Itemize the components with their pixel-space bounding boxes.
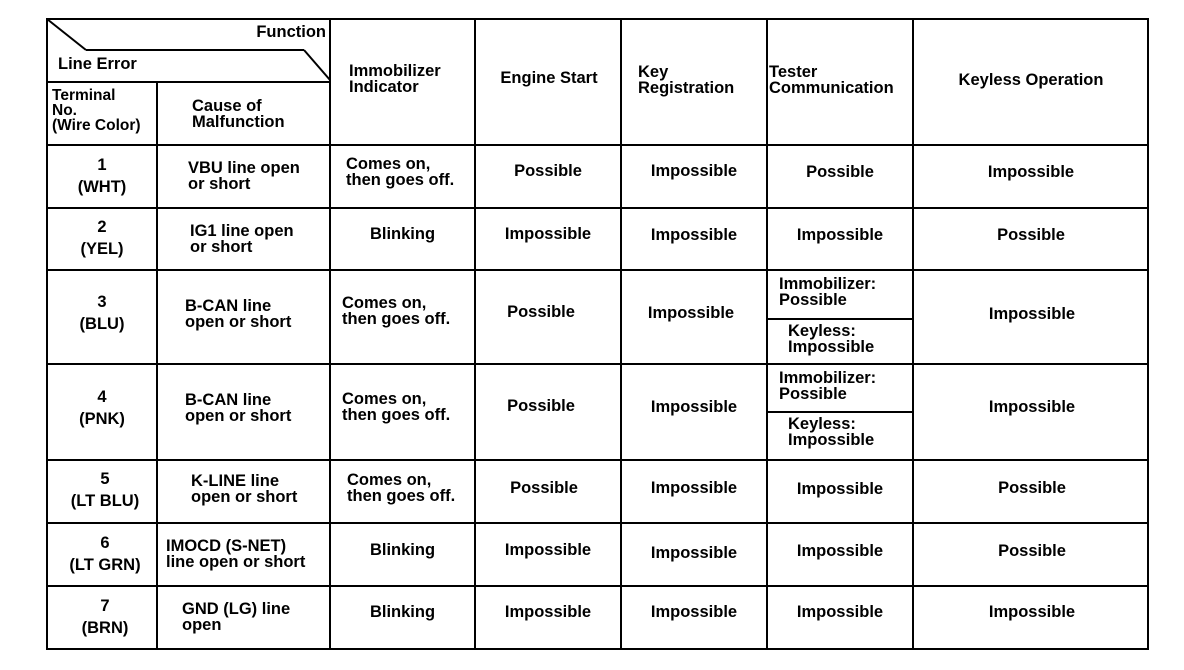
row-1-indicator: Comes on, then goes off. xyxy=(346,155,455,189)
row-5-terminal: 5 (LT BLU) xyxy=(70,470,140,510)
row-6-key-registration: Impossible xyxy=(650,544,738,562)
row-6-tester: Impossible xyxy=(796,542,884,560)
function-label: Function xyxy=(256,23,326,41)
row-7-engine-start: Impossible xyxy=(504,603,592,621)
row-5-indicator: Comes on, then goes off. xyxy=(347,471,456,505)
row-4-tester-immobilizer: Immobilizer: Possible xyxy=(779,369,877,403)
row-6-keyless: Possible xyxy=(998,542,1066,560)
row-4-tester-keyless: Keyless: Impossible xyxy=(788,415,875,449)
line-error-table xyxy=(46,18,1149,650)
row-5-keyless: Possible xyxy=(998,479,1066,497)
col-keyless-operation: Keyless Operation xyxy=(958,71,1104,89)
row-3-indicator: Comes on, then goes off. xyxy=(342,294,451,328)
row-3-keyless: Impossible xyxy=(988,305,1076,323)
row-4-keyless: Impossible xyxy=(988,398,1076,416)
cause-header: Cause of Malfunction xyxy=(192,97,285,131)
row-7-cause: GND (LG) line open xyxy=(182,600,291,634)
row-7-keyless: Impossible xyxy=(988,603,1076,621)
row-2-cause: IG1 line open or short xyxy=(190,222,294,256)
row-6-indicator: Blinking xyxy=(369,541,436,559)
row-6-engine-start: Impossible xyxy=(504,541,592,559)
row-3-tester-immobilizer: Immobilizer: Possible xyxy=(779,275,877,309)
col-key-registration: Key Registration xyxy=(638,63,735,97)
col-immobilizer-indicator: Immobilizer Indicator xyxy=(349,62,441,96)
row-6-terminal: 6 (LT GRN) xyxy=(69,534,141,574)
row-5-key-registration: Impossible xyxy=(650,479,738,497)
row-5-tester: Impossible xyxy=(796,480,884,498)
row-3-cause: B-CAN line open or short xyxy=(185,297,292,331)
row-4-indicator: Comes on, then goes off. xyxy=(342,390,451,424)
row-7-key-registration: Impossible xyxy=(650,603,738,621)
row-5-cause: K-LINE line open or short xyxy=(191,472,298,506)
row-4-terminal: 4 (PNK) xyxy=(79,388,125,428)
line-error-label: Line Error xyxy=(58,55,137,73)
row-4-cause: B-CAN line open or short xyxy=(185,391,292,425)
row-1-keyless: Impossible xyxy=(987,163,1075,181)
row-1-tester: Possible xyxy=(806,163,874,181)
terminal-header: Terminal No. (Wire Color) xyxy=(52,87,141,134)
row-7-indicator: Blinking xyxy=(369,603,436,621)
row-1-cause: VBU line open or short xyxy=(188,159,300,193)
row-4-engine-start: Possible xyxy=(507,397,575,415)
row-3-key-registration: Impossible xyxy=(647,304,735,322)
row-2-indicator: Blinking xyxy=(369,225,436,243)
row-1-terminal: 1 (WHT) xyxy=(77,156,127,196)
row-3-terminal: 3 (BLU) xyxy=(79,293,125,333)
row-7-terminal: 7 (BRN) xyxy=(81,597,129,637)
row-1-key-registration: Impossible xyxy=(650,162,738,180)
row-6-cause: IMOCD (S-NET) line open or short xyxy=(166,537,306,571)
row-3-engine-start: Possible xyxy=(507,303,575,321)
col-engine-start: Engine Start xyxy=(500,69,598,87)
row-2-tester: Impossible xyxy=(796,226,884,244)
row-2-keyless: Possible xyxy=(997,226,1065,244)
row-2-key-registration: Impossible xyxy=(650,226,738,244)
col-tester-communication: Tester Communication xyxy=(769,63,894,97)
row-1-engine-start: Possible xyxy=(514,162,582,180)
row-2-terminal: 2 (YEL) xyxy=(80,218,124,258)
row-7-tester: Impossible xyxy=(796,603,884,621)
row-4-key-registration: Impossible xyxy=(650,398,738,416)
row-5-engine-start: Possible xyxy=(510,479,578,497)
row-3-tester-keyless: Keyless: Impossible xyxy=(788,322,875,356)
row-2-engine-start: Impossible xyxy=(504,225,592,243)
